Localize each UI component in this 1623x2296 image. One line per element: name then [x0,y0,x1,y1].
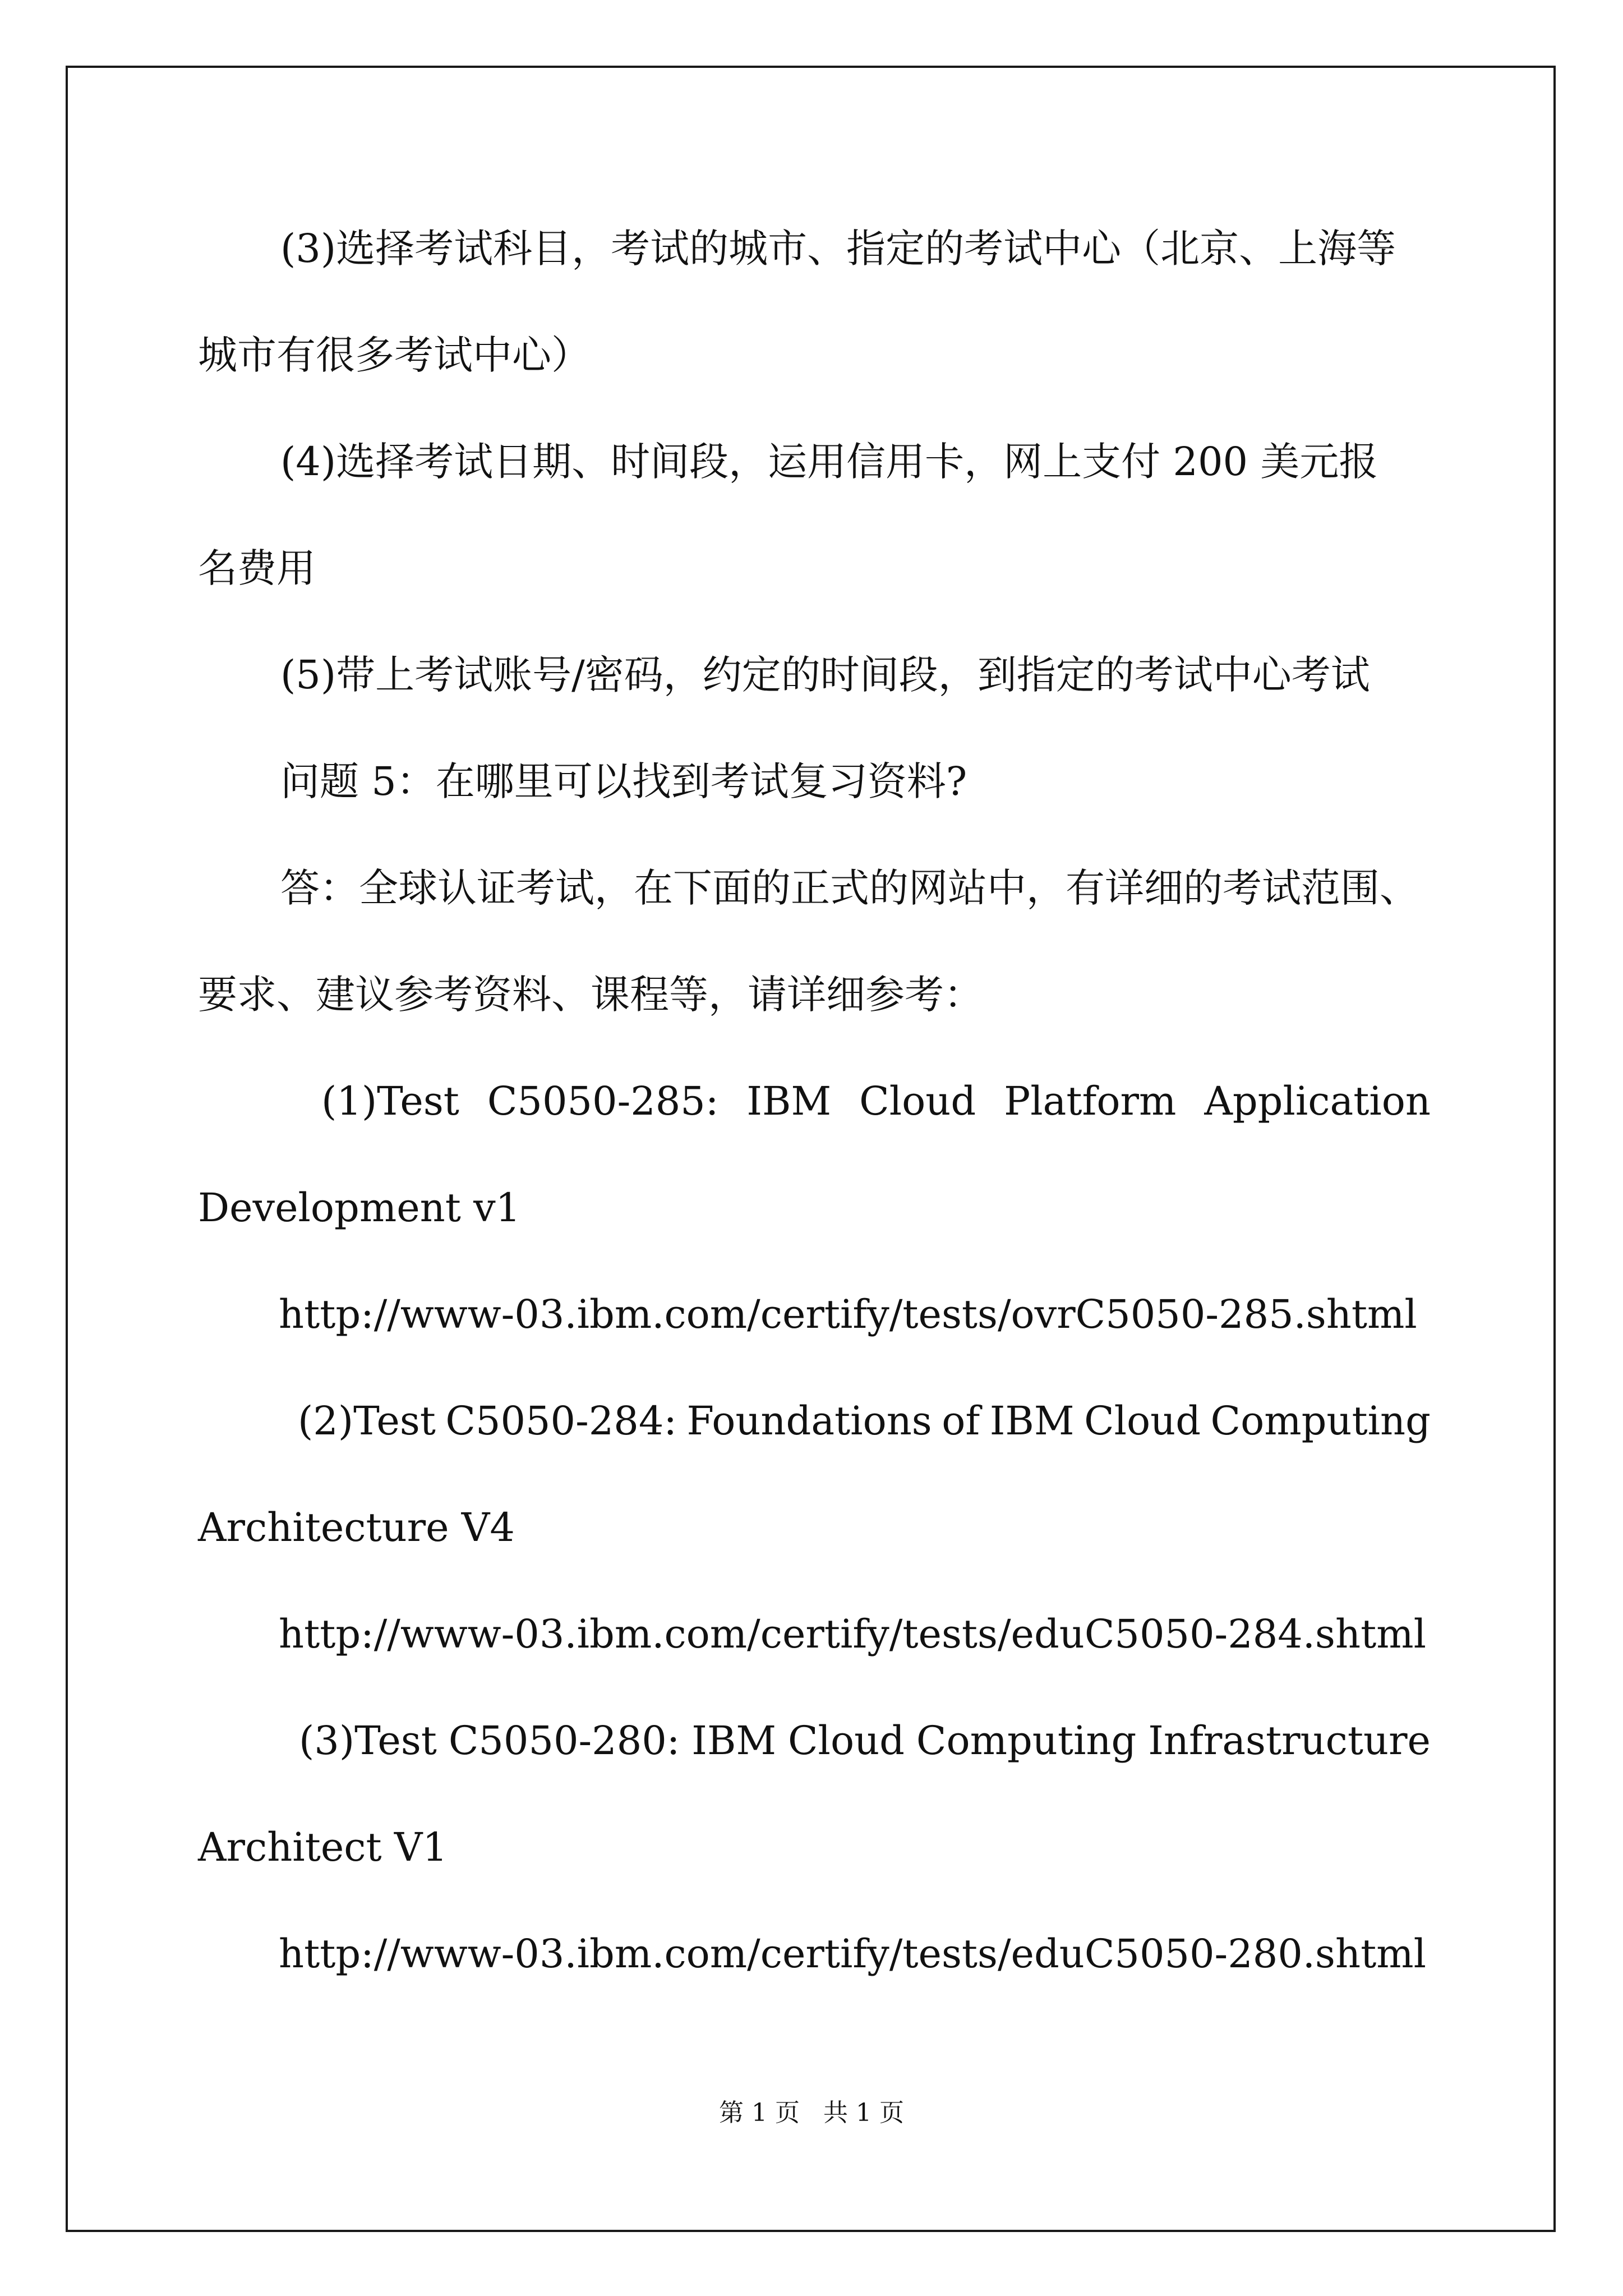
test-2-title-cont: Architecture V4 [198,1504,515,1550]
answer-paragraph-cont: 要求、建议参考资料、课程等，请详细参考： [198,972,983,1018]
word: Computing [1210,1398,1431,1444]
test-3-url[interactable]: http://www-03.ibm.com/certify/tests/eduC5050-280.shtml [279,1931,1426,1977]
question-5: 问题 5：在哪里可以找到考试复习资料? [280,758,967,804]
test-3-title-cont: Architect V1 [198,1824,448,1870]
word: IBM [989,1398,1075,1444]
word: IBM [746,1078,832,1124]
page-footer: 第 1 页 共 1 页 [719,2099,904,2127]
word: Platform [1004,1078,1177,1124]
word: Cloud [859,1078,976,1124]
word: Foundations [686,1398,932,1444]
word: of [942,1398,980,1444]
answer-paragraph: 答：全球认证考试，在下面的正式的网站中，有详细的考试范围、 [280,865,1419,911]
word: C5050-284: [445,1398,677,1444]
word: Cloud [788,1718,905,1764]
word: (3)Test [299,1718,437,1764]
word: (1)Test [321,1078,459,1124]
word: C5050-280: [448,1718,680,1764]
paragraph-step-4-cont: 名费用 [198,545,316,591]
word: Computing [916,1718,1137,1764]
word: Cloud [1084,1398,1201,1444]
word: C5050-285: [487,1078,719,1124]
test-2-title [298,1368,1431,1474]
test-1-title [321,1048,1431,1154]
word: IBM [691,1718,777,1764]
paragraph-step-3-cont: 城市有很多考试中心） [198,332,591,378]
paragraph-step-4: (4)选择考试日期、时间段，运用信用卡，网上支付 200 美元报 [280,439,1378,485]
test-2-url[interactable]: http://www-03.ibm.com/certify/tests/eduC5050-284.shtml [279,1611,1426,1657]
paragraph-step-3: (3)选择考试科目，考试的城市、指定的考试中心（北京、上海等 [280,226,1396,272]
test-1-title-cont: Development v1 [198,1185,521,1231]
test-1-url[interactable]: http://www-03.ibm.com/certify/tests/ovrC5050-285.shtml [279,1291,1417,1337]
paragraph-step-5: (5)带上考试账号/密码，约定的时间段，到指定的考试中心考试 [280,652,1370,698]
word: Infrastructure [1148,1718,1431,1764]
word: Application [1204,1078,1431,1124]
word: (2)Test [298,1398,436,1444]
test-3-title [299,1687,1431,1794]
